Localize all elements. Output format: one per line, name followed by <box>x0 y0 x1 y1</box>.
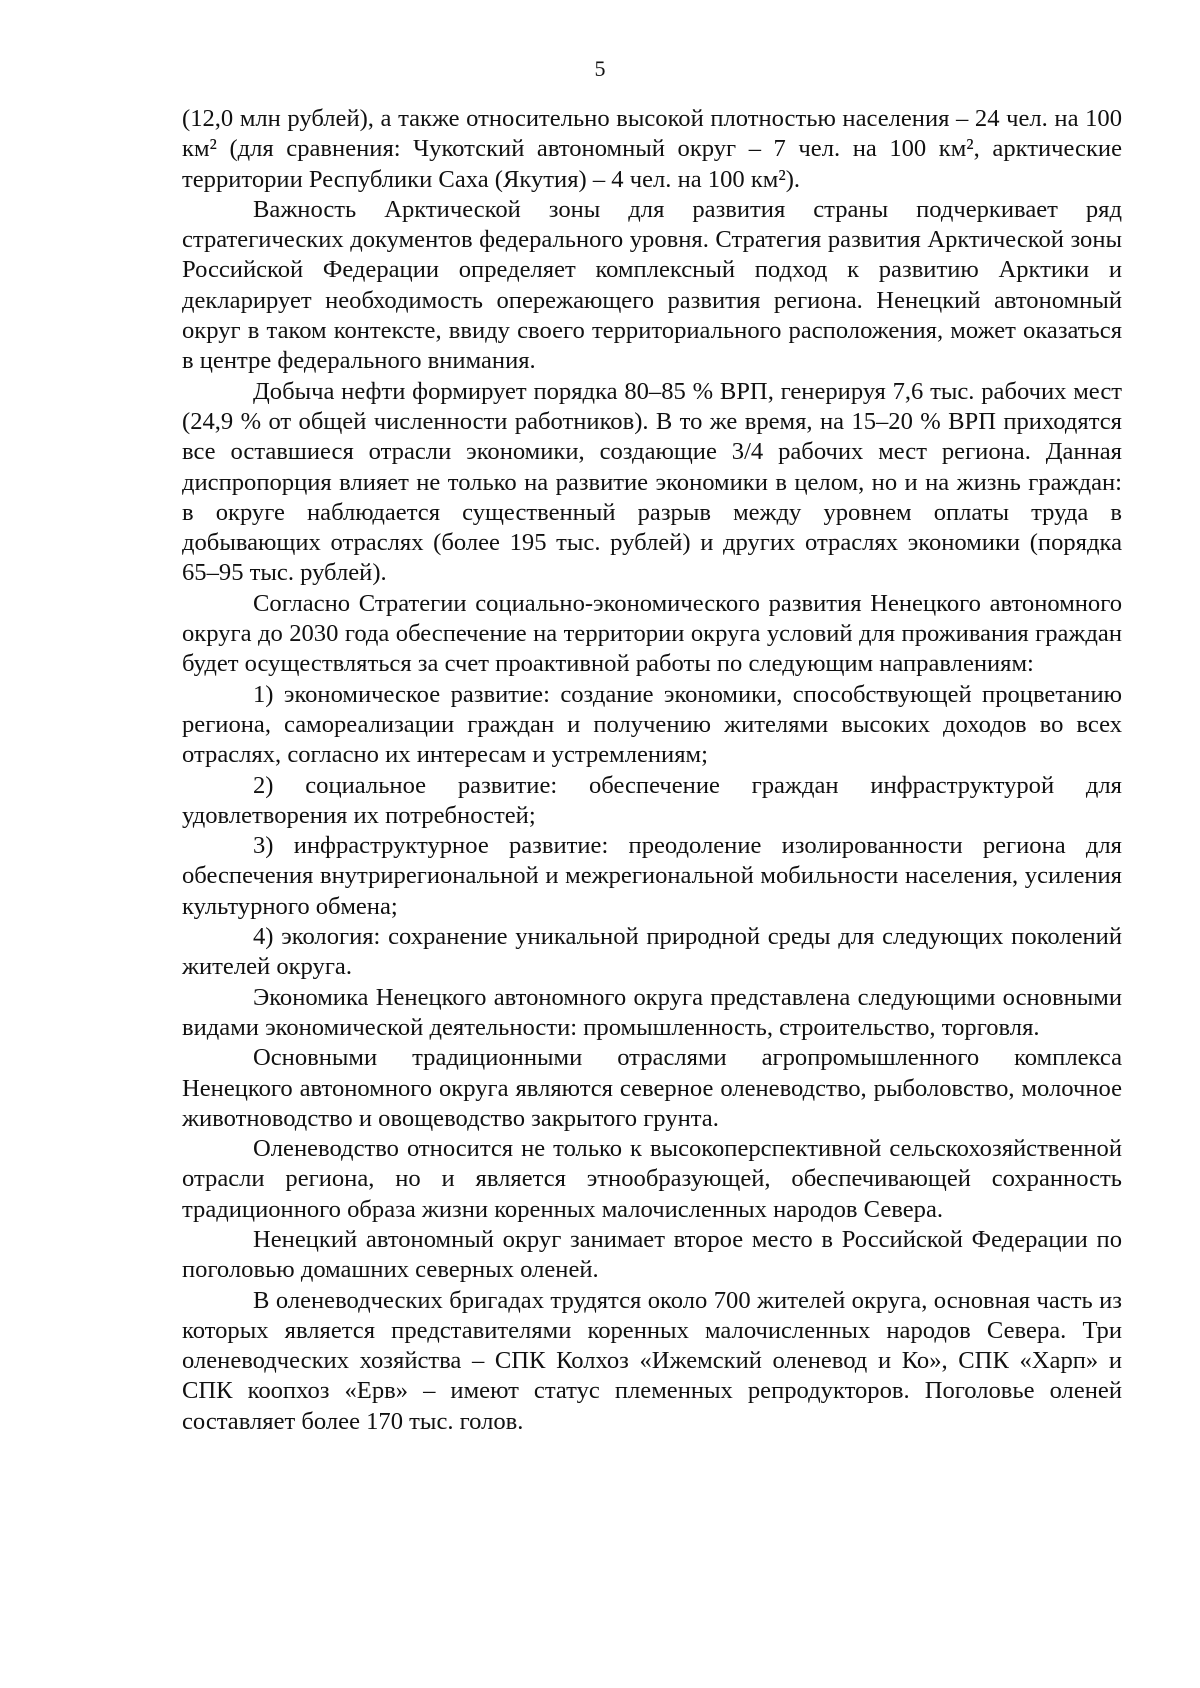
list-item-infrastructure-development: 3) инфраструктурное развитие: преодоление изолированности региона для обеспечения внутрирегиональной и межрегиональной мобильности населения, усиления культурного обмена; <box>182 832 1122 920</box>
paragraph-population-density: (12,0 млн рублей), а также относительно высокой плотностью населения – 24 чел. на 100 км² (для сравнения: Чукотский автономный округ – 7 чел. на 100 км², арктические территории Республики Саха (Якутия) – 4 чел. на 100 км²). <box>182 105 1122 193</box>
document-body <box>182 104 1122 1437</box>
page-number: 5 <box>594 56 606 81</box>
list-item-ecology: 4) экология: сохранение уникальной природной среды для следующих поколений жителей округа. <box>182 923 1122 981</box>
paragraph-arctic-zone: Важность Арктической зоны для развития страны подчеркивает ряд стратегических документов федерального уровня. Стратегия развития Арктической зоны Российской Федерации определяет комплексный подход к развитию Арктики и декларирует необходимость опережающего развития региона. Ненецкий автономный округ в таком контексте, ввиду своего территориального расположения, может оказаться в центре федерального внимания. <box>182 195 1122 375</box>
paragraph-reindeer-herding: Оленеводство относится не только к высокоперспективной сельскохозяйственной отрасли региона, но и является этнообразующей, обеспечивающей сохранность традиционного образа жизни коренных малочисленных народов Севера. <box>182 1135 1122 1223</box>
paragraph-agro-industry: Основными традиционными отраслями агропромышленного комплекса Ненецкого автономного округа являются северное оленеводство, рыболовство, молочное животноводство и овощеводство закрытого грунта. <box>182 1044 1122 1132</box>
paragraph-oil-production: Добыча нефти формирует порядка 80–85 % ВРП, генерируя 7,6 тыс. рабочих мест (24,9 % от общей численности работников). В то же время, на 15–20 % ВРП приходятся все оставшиеся отрасли экономики, создающие 3/4 рабочих мест региона. Данная диспропорция влияет не только на развитие экономики в целом, но и на жизнь граждан: в округе наблюдается существенный разрыв между уровнем оплаты труда в добывающих отраслях (более 195 тыс. рублей) и других отраслях экономики (порядка 65–95 тыс. рублей). <box>182 377 1122 587</box>
paragraph-reindeer-brigades: В оленеводческих бригадах трудятся около 700 жителей округа, основная часть из которых является представителями коренных малочисленных народов Севера. Три оленеводческих хозяйства – СПК Колхоз «Ижемский оленевод и Ко», СПК «Харп» и СПК коопхоз «Ерв» – имеют статус племенных репродукторов. Поголовье оленей составляет более 170 тыс. голов. <box>182 1286 1122 1435</box>
list-item-social-development: 2) социальное развитие: обеспечение граждан инфраструктурой для удовлетворения их потребностей; <box>182 771 1122 829</box>
list-item-economic-development: 1) экономическое развитие: создание экономики, способствующей процветанию региона, самореализации граждан и получению жителями высоких доходов во всех отраслях, согласно их интересам и устремлениям; <box>182 680 1122 769</box>
paragraph-second-place: Ненецкий автономный округ занимает второе место в Российской Федерации по поголовью домашних северных оленей. <box>182 1225 1122 1284</box>
paragraph-strategy-2030: Согласно Стратегии социально-экономического развития Ненецкого автономного округа до 2030 года обеспечение на территории округа условий для проживания граждан будет осуществляться за счет проактивной работы по следующим направлениям: <box>182 589 1122 678</box>
paragraph-economy-sectors: Экономика Ненецкого автономного округа представлена следующими основными видами экономической деятельности: промышленность, строительство, торговля. <box>182 983 1122 1041</box>
